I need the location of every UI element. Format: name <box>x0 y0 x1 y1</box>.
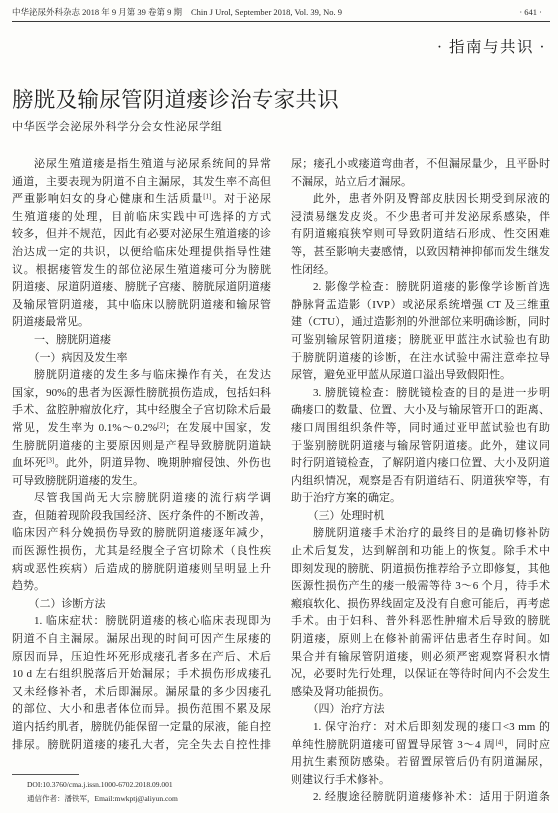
text-line: 手术。由于妇科、普外科恶性肿瘤术后导致的膀胱 <box>291 615 550 628</box>
text-line: 3. 膀胱镜检查：膀胱镜检查的目的是进一步明 <box>313 386 550 399</box>
text-line: 性闭经。 <box>291 263 335 276</box>
paragraph <box>12 367 271 490</box>
text-line: 严重影响妇女的身心健康和生活质量[1]。对于泌尿 <box>12 193 271 206</box>
text-line: 此外，患者外阴及臀部皮肤因长期受到尿液的 <box>313 193 550 206</box>
text-line: 果合并有输尿管阴道瘘，则必须严密观察肾积水情 <box>291 650 550 663</box>
text-line: 可导致膀胱阴道瘘的发生。 <box>12 474 144 487</box>
text-line: 内组织情况，观察是否有阴道结石、阴道狭窄等，有 <box>291 474 550 487</box>
running-header <box>12 6 342 18</box>
text-line: 膀胱阴道瘘手术治疗的最终目的是确切修补防 <box>313 527 550 540</box>
text-line: 手术、盆腔肿瘤放化疗，其中经腹全子宫切除术后最 <box>12 404 271 417</box>
paragraph <box>291 156 550 191</box>
text-line: 感染及肾功能损伤。 <box>291 685 390 698</box>
text-line: 尿管，避免亚甲蓝从尿道口溢出导致假阳性。 <box>291 369 511 382</box>
text-line: 尿；瘘孔小或瘘道弯曲者，不但漏尿量少，且平卧时 <box>291 158 550 170</box>
subsection-heading: （三）处理时机 <box>307 509 385 522</box>
text-line: 助于治疗方案的确定。 <box>291 492 401 505</box>
section-heading: 一、膀胱阴道瘘 <box>34 333 111 346</box>
text-line: 瘢痕软化、损伤界线固定及没有自愈可能后，再考虑 <box>291 597 550 610</box>
citation-ref: [2] <box>157 422 166 430</box>
journal-issue: 中华泌尿外科杂志 2018 年 9 月第 39 卷第 9 期 <box>12 7 183 17</box>
text-line: 不漏尿，站立后才漏尿。 <box>291 175 412 188</box>
text-line: 1. 临床症状：膀胱阴道瘘的核心临床表现即为 <box>34 615 271 628</box>
text-line: 原因而异，压迫性坏死形成瘘孔者多在产后、术后 <box>12 650 271 663</box>
text-line: 治达成一定的共识，以便给临床处理提供指导性建 <box>12 245 271 258</box>
paragraph <box>291 191 550 279</box>
text-line: 排尿。膀胱阴道瘘的瘘孔大者，完全失去自控性排 <box>12 738 271 751</box>
text-line: 则建议行手术修补。 <box>291 773 390 786</box>
text-line: 国家，90%的患者为医源性膀胱损伤造成，包括妇科 <box>12 386 271 399</box>
text-line: 等，甚至影响夫妻感情，以致因精神抑郁而发生继发 <box>291 245 550 258</box>
header-rule <box>12 21 550 22</box>
text-line: 而医源性损伤，尤其是经腹全子宫切除术（良性疾 <box>12 545 271 558</box>
paragraph <box>291 279 550 385</box>
text-line: 病或恶性疾病）后造成的膀胱阴道瘘则呈明显上升 <box>12 562 271 575</box>
citation-ref: [3] <box>46 457 55 465</box>
paragraph <box>291 385 550 508</box>
text-line: 即刻发现的膀胱、阴道损伤推荐给予立即修复，其他 <box>291 562 550 575</box>
text-line: 于膀胱阴道瘘的诊断，在注水试验中需注意牵拉导 <box>291 351 550 364</box>
text-line: 况，必要时先行处理，以保证在等待时间内不会发生 <box>291 668 550 681</box>
paragraph <box>12 490 271 596</box>
text-line: 尽管我国尚无大宗膀胱阴道瘘的流行病学调 <box>34 492 271 505</box>
text-line: 常见，发生率为 0.1%～0.2%[2]；在发展中国家，发 <box>12 421 271 434</box>
paragraph <box>12 156 271 332</box>
citation-ref: [1] <box>203 193 212 201</box>
left-column <box>12 156 271 754</box>
text-line: 泌尿生殖道瘘是指生殖道与泌尿系统间的异常 <box>34 158 271 170</box>
text-line: 道内括约肌者，膀胱仍能保留一定量的尿液，能自控 <box>12 721 271 733</box>
text-line: 阴道瘘最常见。 <box>12 316 89 329</box>
correspondence-line: 通信作者：潘铁军，Email:mwkptj@aliyun.com <box>27 794 178 803</box>
subsection-heading: （一）病因及发生率 <box>28 351 128 364</box>
text-line: 10 d 左右组织脱落后开始漏尿；手术损伤形成瘘孔 <box>12 668 271 681</box>
text-line: 2. 经腹途径膀胱阴道瘘修补术：适用于阴道条 <box>313 791 550 804</box>
text-line: 止术后复发，达到解剖和功能上的恢复。除手术中 <box>291 545 550 558</box>
journal-issue-en: Chin J Urol, September 2018, Vol. 39, No. 9 <box>191 7 343 17</box>
footnote-rule <box>12 774 79 775</box>
text-line: 生膀胱阴道瘘的主要原因则是产程导致膀胱阴道缺 <box>12 439 271 452</box>
text-line: 瘘口周围组织条件等，同时通过亚甲蓝试验也有助 <box>291 421 550 434</box>
text-line: 有阴道瘢痕狭窄则可导致阴道结石形成、性交困难 <box>291 228 550 241</box>
text-line: 较多，但并不规范，因此有必要对泌尿生殖道瘘的诊 <box>12 228 271 241</box>
text-line: 生殖道瘘的处理，目前临床实践中可选择的方式 <box>12 210 271 223</box>
text-line: 又未经修补者，术后即漏尿。漏尿量的多少因瘘孔 <box>12 685 271 698</box>
page-number: · 641 · <box>519 7 542 17</box>
text-line: 医源性损伤产生的瘘一般需等待 3～6 个月，待手术 <box>291 580 550 593</box>
text-line: 血坏死[3]。此外，阴道异物、晚期肿瘤侵蚀、外伤也 <box>12 457 271 470</box>
text-line: 阴道瘘，原则上在修补前需评估患者生存时间。如 <box>291 633 550 646</box>
text-line: 趋势。 <box>12 580 45 593</box>
text-line: 单纯性膀胱阴道瘘可留置导尿管 3～4 周[4]，同时应 <box>291 738 550 751</box>
text-line: 浸渍易继发皮炎。不少患者可并发泌尿系感染，伴 <box>291 210 550 223</box>
paragraph <box>12 613 271 754</box>
text-line: 建（CTU），通过造影剂的外泄部位来明确诊断，同时 <box>291 316 550 329</box>
citation-ref: [4] <box>495 739 504 747</box>
subsection-heading: （二）诊断方法 <box>28 597 106 610</box>
right-column <box>291 156 550 807</box>
text-line: 及输尿管阴道瘘，其中临床以膀胱阴道瘘和输尿管 <box>12 298 271 311</box>
text-line: 膀胱阴道瘘的发生多与临床操作有关，在发达 <box>34 369 271 382</box>
text-line: 的部位、大小和患者体位而异。损伤范围不累及尿 <box>12 703 271 716</box>
author-group: 中华医学会泌尿外科学分会女性泌尿学组 <box>12 121 223 133</box>
text-line: 议。根据瘘管发生的部位泌尿生殖道瘘可分为膀胱 <box>12 263 271 276</box>
text-line: 静脉肾盂造影（IVP）或泌尿系统增强 CT 及三维重 <box>291 298 550 311</box>
paragraph <box>291 789 550 807</box>
text-line: 阴道不自主漏尿。漏尿出现的时间可因产生尿瘘的 <box>12 633 271 646</box>
text-line: 时行阴道镜检查，了解阴道内瘘口位置、大小及阴道 <box>291 457 550 470</box>
text-line: 用抗生素预防感染。若留置尿管后仍有阴道漏尿， <box>291 756 550 769</box>
paragraph <box>291 525 550 701</box>
text-line: 1. 保守治疗：对术后即刻发现的瘘口<3 mm 的 <box>313 721 550 733</box>
text-line: 通道，主要表现为阴道不自主漏尿，其发生率不高但 <box>12 175 271 188</box>
paragraph <box>291 719 550 789</box>
text-line: 阴道瘘、尿道阴道瘘、膀胱子宫瘘、膀胱尿道阴道瘘 <box>12 281 271 294</box>
text-line: 查，但随着现阶段我国经济、医疗条件的不断改善， <box>12 509 271 522</box>
text-line: 临床因产科分娩损伤导致的膀胱阴道瘘逐年减少， <box>12 527 271 540</box>
doi-line: DOI:10.3760/cma.j.issn.1000-6702.2018.09.001 <box>27 780 173 789</box>
text-line: 可鉴别输尿管阴道瘘；膀胱亚甲蓝注水试验也有助 <box>291 333 550 346</box>
article-title: 膀胱及输尿管阴道瘘诊治专家共识 <box>12 88 340 112</box>
text-line: 2. 影像学检查：膀胱阴道瘘的影像学诊断首选 <box>313 281 550 294</box>
section-label: · 指南与共识 · <box>436 39 546 56</box>
text-line: 于鉴别膀胱阴道瘘与输尿管阴道瘘。此外，建议同 <box>291 439 550 452</box>
text-line: 确瘘口的数量、位置、大小及与输尿管开口的距离、 <box>291 404 550 417</box>
subsection-heading: （四）治疗方法 <box>307 703 385 716</box>
